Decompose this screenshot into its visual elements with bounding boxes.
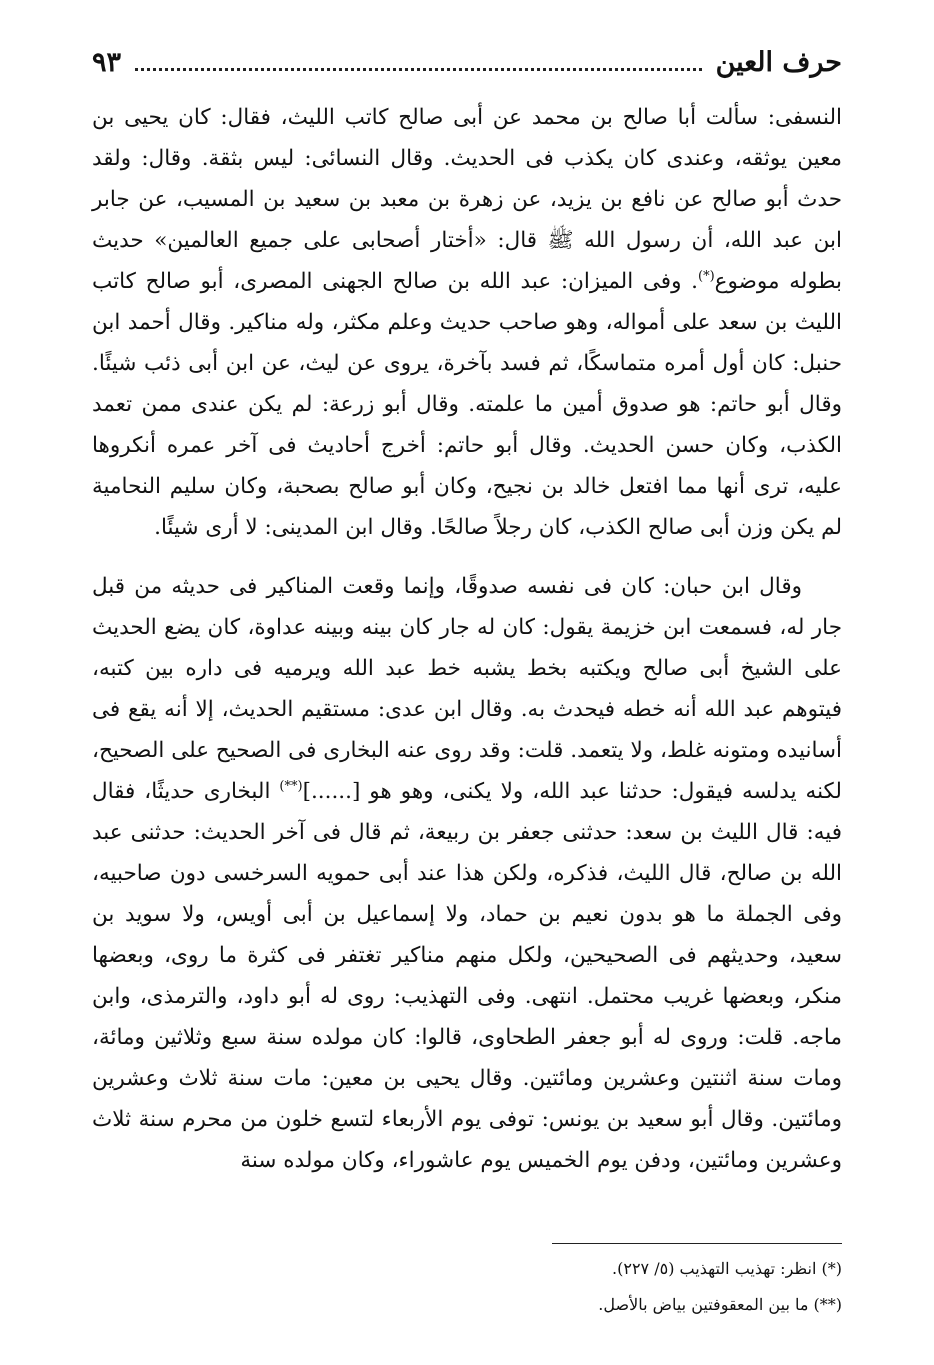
paragraph-1-text-b: . وفى الميزان: عبد الله بن صالح الجهنى المصرى، أبو صالح كاتب الليث بن سعد على أمواله، وهو صاحب حديث وعلم مكثر، وله مناكير. وقال أحمد ابن حنبل: كان أول أمره متماسكًا، ثم فسد بآخرة، يروى عن ليث، عن ابن أبى ذئب شيئًا. وقال أبو حاتم: هو صدوق أمين ما علمته. وقال أبو زرعة: لم يكن عندى ممن تعمد الكذب، وكان حسن الحديث. وقال أبو حاتم: أخرج أحاديث فى آخر عمره أنكروها عليه، ترى أنها مما افتعل خالد بن نجيح، وكان أبو صالح بصحبة، وكان سليم النحامية لم يكن وزن أبى صالح الكذب، كان رجلاً صالحًا. وقال ابن المدينى: لا أرى شيئًا. (92, 269, 842, 540)
running-header (92, 42, 842, 82)
paragraph-2-text-b: البخارى حديثًا، فقال فيه: قال الليث بن سعد: حدثنى جعفر بن ربيعة، ثم قال فى آخر الحديث: حدثنى عبد الله بن صالح، قال الليث، فذكره، ولكن هذا عند أبى حمويه السرخسى دون صاحبيه، وفى الجملة ما هو بدون نعيم بن حماد، ولا إسماعيل بن أبى أويس، ولا سويد بن سعيد، وحديثهم فى الصحيحين، ولكل منهم مناكير تغتفر فى كثرة ما روى، وبعضها منكر، وبعضها غريب محتمل. انتهى. وفى التهذيب: روى له أبو داود، والترمذى، وابن ماجه. قلت: وروى له أبو جعفر الطحاوى، قالوا: كان مولده سنة سبع وثلاثين ومائة، ومات سنة اثنتين وعشرين ومائتين. وقال يحيى بن معين: مات سنة ثلاث وعشرين ومائتين. وقال أبو سعيد بن يونس: توفى يوم الأربعاء لتسع خلون من محرم سنة ثلاث وعشرين ومائتين، ودفن يوم الخميس يوم عاشوراء، وكان مولده سنة (92, 779, 842, 1173)
page-number: ٩٣ (92, 46, 122, 78)
footnote-2: (**) ما بين المعقوفتين بياض بالأصل. (598, 1295, 842, 1314)
paragraph-1-text-a: النسفى: سألت أبا صالح بن محمد عن أبى صالح كاتب الليث، فقال: كان يحيى بن معين يوثقه، وعندى كان يكذب فى الحديث. وقال النسائى: ليس بثقة. وقال: ولقد حدث أبو صالح عن نافع بن يزيد، عن زهرة بن معبد بن سعيد بن المسيب، عن جابر ابن عبد الله، أن رسول الله ﷺ قال: «أختار أصحابى على جميع العالمين» حديث بطوله موضوع (92, 105, 842, 294)
paragraph-2 (92, 566, 842, 1181)
footnote-marker-2: (**) (279, 778, 303, 794)
footnote-separator (552, 1243, 842, 1244)
header-leader-dots (135, 54, 702, 71)
paragraph-1 (92, 97, 842, 548)
paragraph-2-text-a: وقال ابن حبان: كان فى نفسه صدوقًا، وإنما وقعت المناكير فى حديثه من قبل جار له، فسمعت ابن خزيمة يقول: كان له جار كان بينه وبينه عداوة، كان يضع الحديث على الشيخ أبى صالح ويكتبه بخط يشبه خط عبد الله ويرميه فى داره بين كتبه، فيتوهم عبد الله أنه خطه فيحدث به. وقال ابن عدى: مستقيم الحديث، إلا أنه يقع فى أسانيده ومتونه غلط، ولا يتعمد. قلت: وقد روى عنه البخارى فى الصحيح على الصحيح، لكنه يدلسه فيقول: حدثنا عبد الله، ولا يكنى، وهو هو [......] (92, 574, 842, 804)
footnotes (92, 1258, 842, 1330)
footnote-1: (*) انظر: تهذيب التهذيب (٥/ ٢٢٧). (612, 1259, 842, 1278)
body-text (92, 97, 842, 1181)
chapter-title: حرف العين (715, 46, 842, 78)
footnote-marker-1: (*) (698, 268, 715, 284)
